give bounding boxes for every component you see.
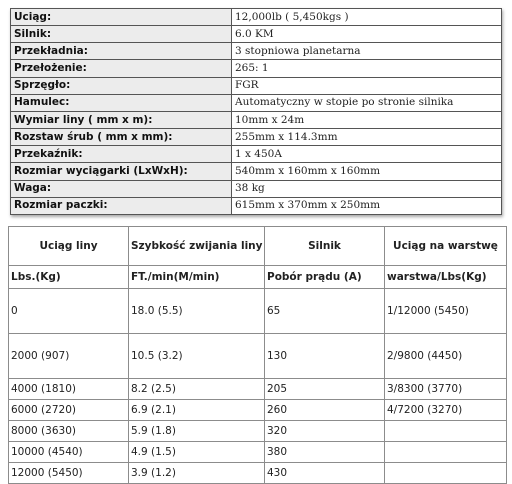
subheader-ft-min: FT./min(M/min) [129, 266, 265, 289]
spec-row [11, 129, 502, 146]
spec-row [11, 43, 502, 60]
spec-label: Silnik: [11, 26, 232, 43]
spec-label: Przekaźnik: [11, 146, 232, 163]
spec-row [11, 77, 502, 94]
spec-label: Uciąg: [11, 9, 232, 26]
spec-value: 615mm x 370mm x 250mm [232, 197, 502, 214]
spec-label: Przełożenie: [11, 60, 232, 77]
cell-current: 320 [265, 421, 385, 442]
cell-speed: 8.2 (2.5) [129, 379, 265, 400]
spec-row [11, 111, 502, 128]
table-row [9, 463, 507, 484]
cell-current: 430 [265, 463, 385, 484]
spec-value: FGR [232, 77, 502, 94]
cell-layer [385, 421, 507, 442]
spec-label: Waga: [11, 180, 232, 197]
header-motor: Silnik [265, 227, 385, 266]
cell-current: 130 [265, 334, 385, 379]
cell-current: 260 [265, 400, 385, 421]
spec-row [11, 197, 502, 214]
cell-current: 65 [265, 289, 385, 334]
spec-row [11, 26, 502, 43]
table-row [9, 400, 507, 421]
subheader-layer: warstwa/Lbs(Kg) [385, 266, 507, 289]
cell-current: 380 [265, 442, 385, 463]
table-row [9, 442, 507, 463]
cell-layer: 2/9800 (4450) [385, 334, 507, 379]
cell-speed: 6.9 (2.1) [129, 400, 265, 421]
performance-table [8, 226, 507, 484]
spec-label: Rozmiar paczki: [11, 197, 232, 214]
cell-layer [385, 463, 507, 484]
cell-speed: 10.5 (3.2) [129, 334, 265, 379]
table-row [9, 421, 507, 442]
spec-label: Rozmiar wyciągarki (LxWxH): [11, 163, 232, 180]
cell-layer [385, 442, 507, 463]
spec-value: 1 x 450A [232, 146, 502, 163]
table-row [9, 379, 507, 400]
cell-speed: 18.0 (5.5) [129, 289, 265, 334]
cell-layer: 4/7200 (3270) [385, 400, 507, 421]
spec-label: Rozstaw śrub ( mm x mm): [11, 129, 232, 146]
subheader-lbs-kg: Lbs.(Kg) [9, 266, 129, 289]
cell-current: 205 [265, 379, 385, 400]
spec-value: 540mm x 160mm x 160mm [232, 163, 502, 180]
header-line-speed: Szybkość zwijania liny [129, 227, 265, 266]
spec-label: Hamulec: [11, 94, 232, 111]
cell-speed: 4.9 (1.5) [129, 442, 265, 463]
spec-value: 255mm x 114.3mm [232, 129, 502, 146]
performance-header-row [9, 227, 507, 266]
spec-table [10, 8, 502, 215]
spec-value: 12,000lb ( 5,450kgs ) [232, 9, 502, 26]
cell-layer: 3/8300 (3770) [385, 379, 507, 400]
cell-pull: 2000 (907) [9, 334, 129, 379]
cell-pull: 6000 (2720) [9, 400, 129, 421]
spec-row [11, 9, 502, 26]
spec-value: 10mm x 24m [232, 111, 502, 128]
header-layer-pull: Uciąg na warstwę [385, 227, 507, 266]
header-line-pull: Uciąg liny [9, 227, 129, 266]
spec-row [11, 163, 502, 180]
spec-label: Przekładnia: [11, 43, 232, 60]
table-row [9, 289, 507, 334]
subheader-current: Pobór prądu (A) [265, 266, 385, 289]
cell-pull: 12000 (5450) [9, 463, 129, 484]
table-row [9, 334, 507, 379]
spec-value: Automatyczny w stopie po stronie silnika [232, 94, 502, 111]
cell-pull: 10000 (4540) [9, 442, 129, 463]
spec-value: 265: 1 [232, 60, 502, 77]
cell-speed: 5.9 (1.8) [129, 421, 265, 442]
cell-pull: 8000 (3630) [9, 421, 129, 442]
spec-row [11, 180, 502, 197]
spec-value: 38 kg [232, 180, 502, 197]
spec-label: Wymiar liny ( mm x m): [11, 111, 232, 128]
spec-row [11, 60, 502, 77]
cell-layer: 1/12000 (5450) [385, 289, 507, 334]
spec-value: 6.0 KM [232, 26, 502, 43]
performance-subheader-row [9, 266, 507, 289]
spec-value: 3 stopniowa planetarna [232, 43, 502, 60]
cell-speed: 3.9 (1.2) [129, 463, 265, 484]
spec-row [11, 94, 502, 111]
cell-pull: 0 [9, 289, 129, 334]
spec-row [11, 146, 502, 163]
spec-label: Sprzęgło: [11, 77, 232, 94]
cell-pull: 4000 (1810) [9, 379, 129, 400]
